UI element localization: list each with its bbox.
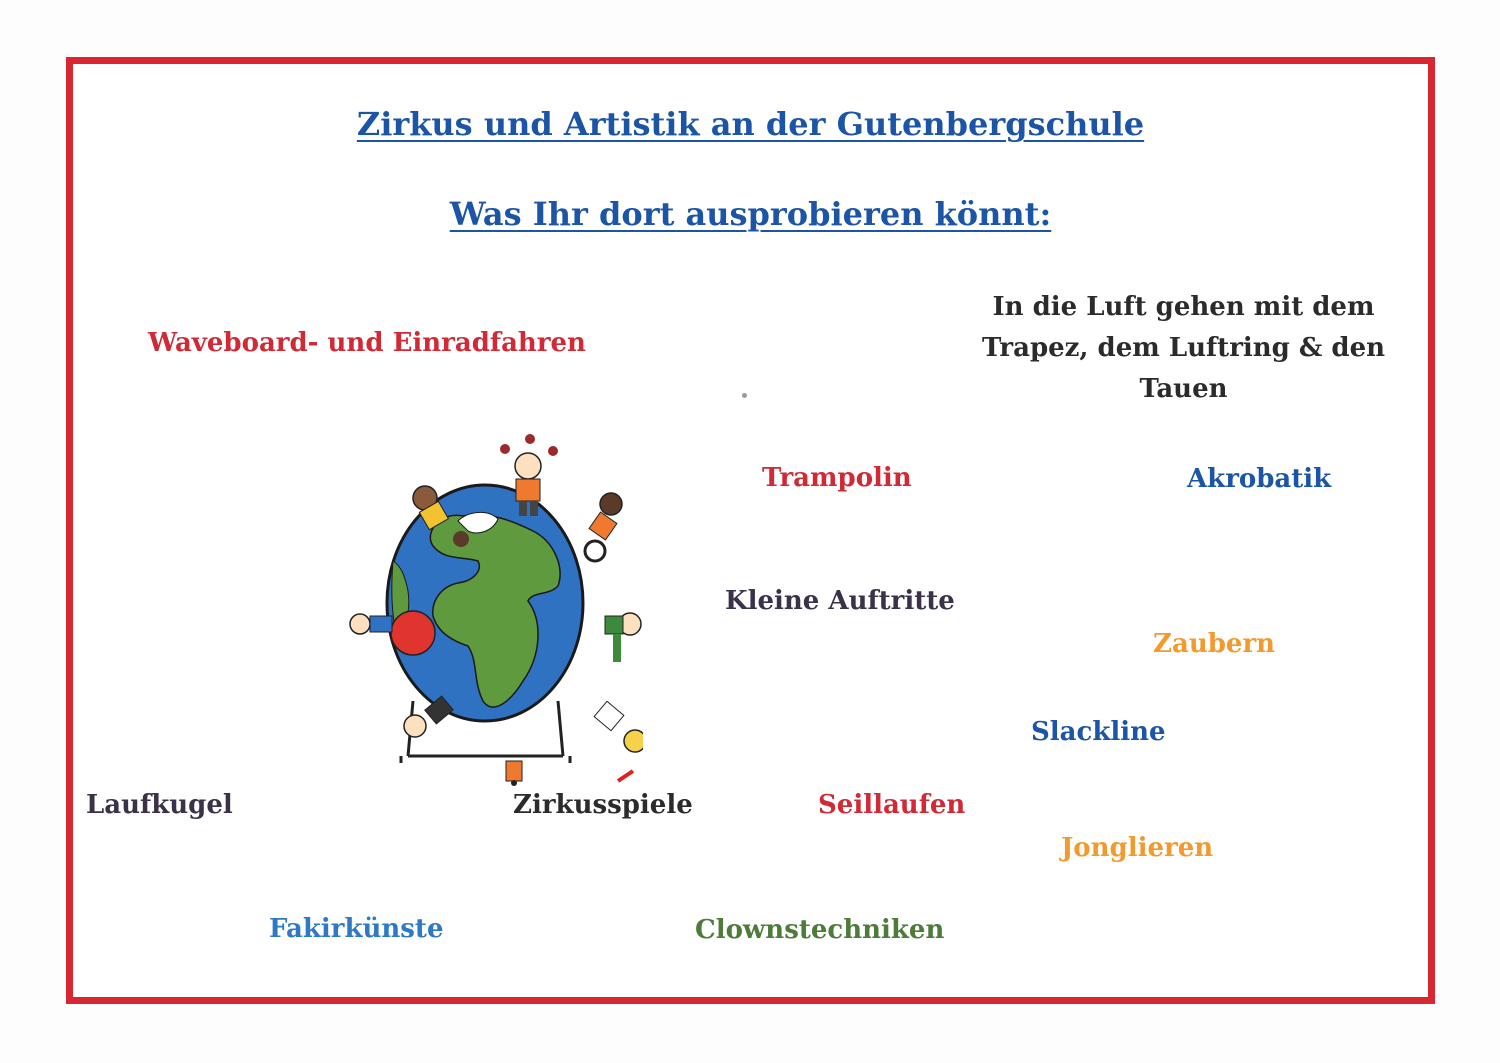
activity-seillaufen: Seillaufen xyxy=(818,790,966,820)
activity-clownstechniken: Clownstechniken xyxy=(695,915,945,945)
activity-kleine-auftritte: Kleine Auftritte xyxy=(725,586,955,616)
page-title: Zirkus und Artistik an der Gutenbergschule xyxy=(356,105,1145,143)
activity-zirkusspiele: Zirkusspiele xyxy=(513,790,693,820)
poster-frame xyxy=(66,57,1435,1004)
page-subtitle: Was Ihr dort ausprobieren könnt: xyxy=(449,195,1052,233)
activity-luft-line1: In die Luft gehen mit dem xyxy=(992,292,1375,322)
activity-fakirkuenste: Fakirkünste xyxy=(269,914,444,944)
globe-with-children-icon xyxy=(273,371,643,786)
activity-trampolin: Trampolin xyxy=(762,463,912,493)
speck-dot xyxy=(742,393,747,398)
activity-waveboard: Waveboard- und Einradfahren xyxy=(148,328,586,358)
activity-laufkugel: Laufkugel xyxy=(86,790,233,820)
activity-slackline: Slackline xyxy=(1031,717,1166,747)
activity-akrobatik: Akrobatik xyxy=(1187,464,1332,494)
activity-luft-line2: Trapez, dem Luftring & den Tauen xyxy=(981,333,1386,404)
activity-luft xyxy=(941,287,1426,410)
activity-zaubern: Zaubern xyxy=(1153,629,1276,659)
activity-jonglieren: Jonglieren xyxy=(1061,833,1214,863)
